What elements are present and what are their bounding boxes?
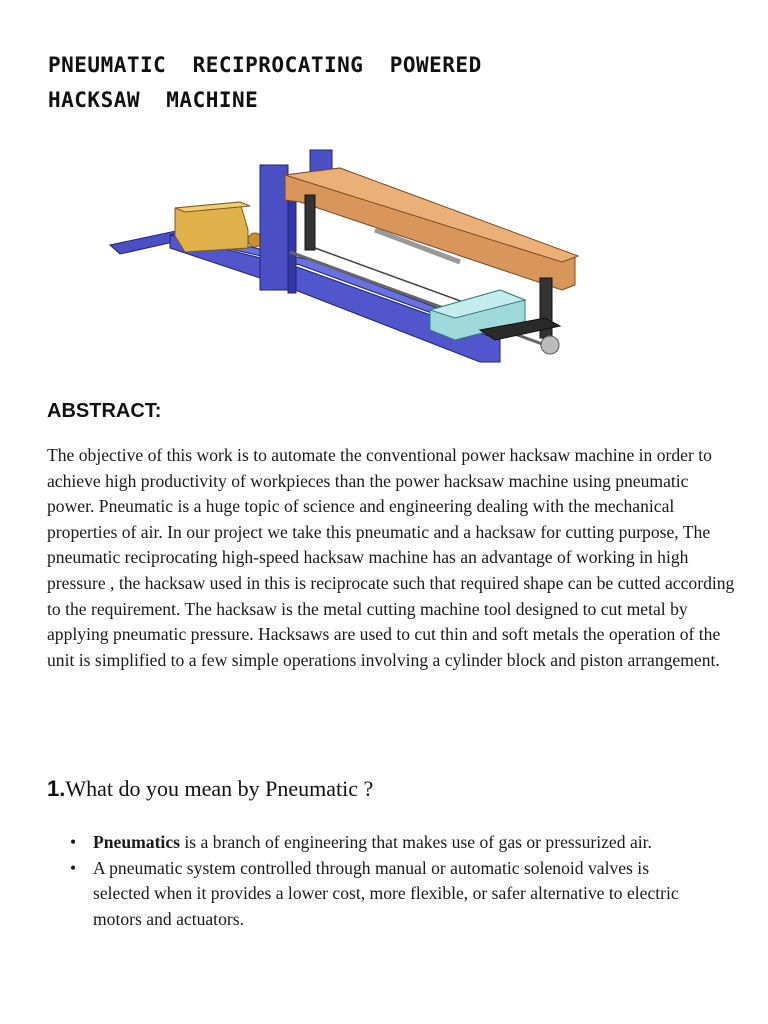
abstract-heading: ABSTRACT: [47, 400, 162, 422]
bullet-list [70, 830, 710, 932]
vertical-post [260, 165, 288, 290]
document-title [48, 48, 728, 118]
title-line-1: PNEUMATIC RECIPROCATING POWERED [48, 53, 482, 77]
list-item [70, 830, 710, 856]
bullet-term: Pneumatics [93, 832, 180, 852]
section-heading [47, 776, 373, 802]
base-beam [170, 235, 500, 362]
bullet-text: A pneumatic system controlled through manual or automatic solenoid valves is selected when it provides a lower cost, more flexible, or safer alternative to electric motors and actuators. [93, 857, 679, 929]
bullet-text: is a branch of engineering that makes use of gas or pressurized air. [179, 832, 652, 852]
title-line-2: HACKSAW MACHINE [48, 88, 259, 112]
abstract-paragraph: The objective of this work is to automate the conventional power hacksaw machine in order to achieve high productivity of workpieces than the power hacksaw machine using pneumatic power. Pneumatic is a huge topic of science and engineering dealing with the mechanical properties of air. In our project we take this pneumatic and a hacksaw for cutting purpose, The pneumatic reciprocating high-speed hacksaw machine has an advantage of working in high pressure , the hacksaw used in this is reciprocate such that required shape can be cutted according to the requirement. The hacksaw is the metal cutting machine tool designed to cut metal by applying pneumatic pressure. Hacksaws are used to cut thin and soft metals the operation of the unit is simplified to a few simple operations involving a cylinder block and piston arrangement. [47, 445, 735, 670]
section-title: What do you mean by Pneumatic ? [65, 776, 374, 801]
section-number: 1. [47, 776, 66, 801]
list-item [70, 856, 710, 933]
hacksaw-machine-illustration [100, 140, 590, 380]
